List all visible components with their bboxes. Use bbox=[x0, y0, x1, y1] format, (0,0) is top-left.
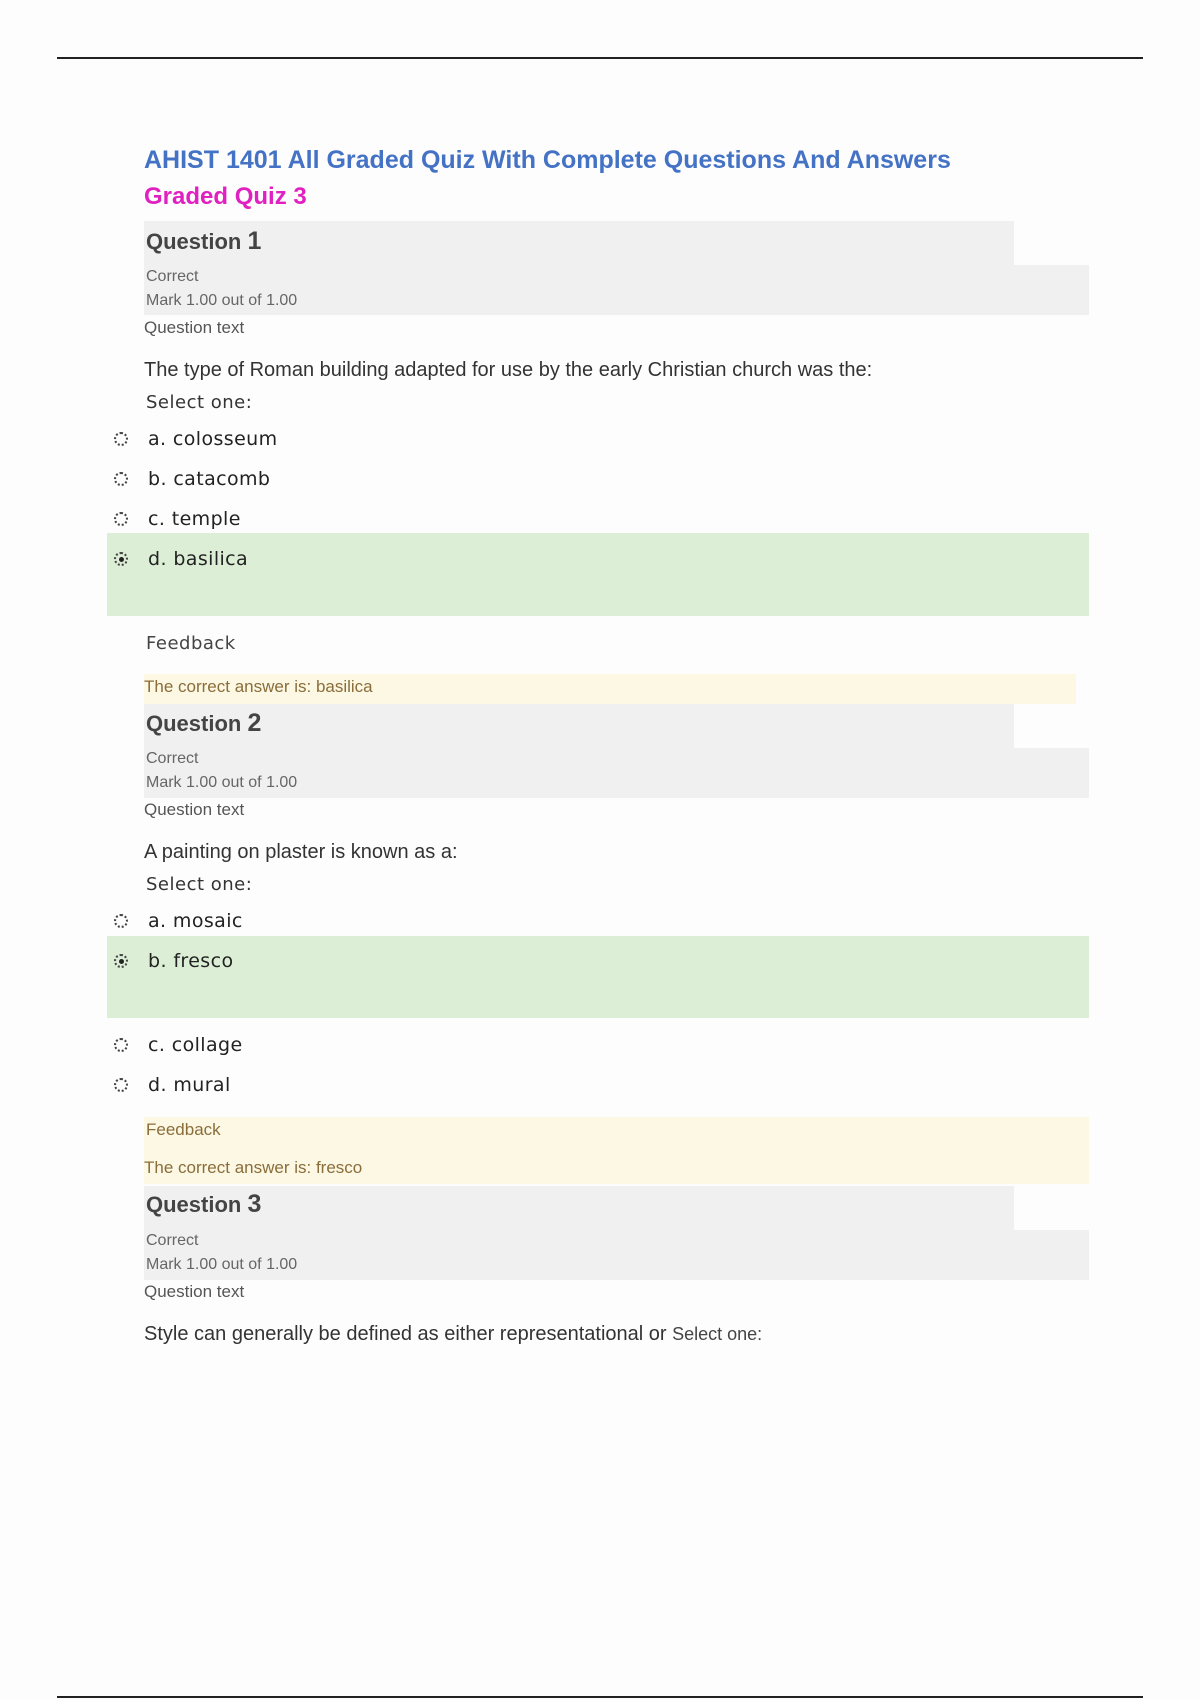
question-1-text: The type of Roman building adapted for use by the early Christian church was the: bbox=[144, 359, 873, 381]
option-label: a. mosaic bbox=[148, 910, 243, 932]
question-3-status: Correct bbox=[146, 1232, 199, 1249]
question-2-correct-highlight bbox=[107, 936, 1089, 1018]
question-2-text: A painting on plaster is known as a: bbox=[144, 841, 458, 863]
question-1-feedback-text: The correct answer is: basilica bbox=[144, 677, 373, 696]
question-2-mark: Mark 1.00 out of 1.00 bbox=[146, 774, 298, 791]
question-number: 1 bbox=[247, 227, 262, 255]
document-title: AHIST 1401 All Graded Quiz With Complete Questions And Answers bbox=[144, 146, 951, 174]
question-1-select-one: Select one: bbox=[146, 392, 253, 413]
radio-button[interactable] bbox=[114, 432, 128, 446]
question-2-select-one: Select one: bbox=[146, 874, 253, 895]
bottom-rule bbox=[57, 1696, 1143, 1698]
question-2-header bbox=[144, 704, 1014, 748]
top-rule bbox=[57, 57, 1143, 59]
question-1-text-label: Question text bbox=[144, 318, 245, 337]
question-3-text: Style can generally be defined as either representational or bbox=[144, 1323, 667, 1345]
question-1-correct-highlight bbox=[107, 533, 1089, 616]
question-1-header bbox=[144, 221, 1014, 265]
option-label: d. mural bbox=[148, 1074, 231, 1096]
question-2-feedback-text: The correct answer is: fresco bbox=[144, 1158, 363, 1177]
option-label: c. temple bbox=[148, 508, 241, 530]
option-label: c. collage bbox=[148, 1034, 243, 1056]
radio-button[interactable] bbox=[114, 1078, 128, 1092]
question-2-title bbox=[146, 709, 261, 738]
radio-button-checked[interactable] bbox=[114, 954, 128, 968]
question-word: Question bbox=[146, 229, 242, 254]
question-word: Question bbox=[146, 711, 242, 736]
question-3-select-one: Select one: bbox=[672, 1324, 763, 1344]
quiz-title: Graded Quiz 3 bbox=[144, 183, 307, 210]
question-2-feedback-heading: Feedback bbox=[146, 1120, 221, 1139]
question-2-text-label: Question text bbox=[144, 800, 245, 819]
radio-button[interactable] bbox=[114, 914, 128, 928]
question-3-mark: Mark 1.00 out of 1.00 bbox=[146, 1256, 298, 1273]
radio-button[interactable] bbox=[114, 472, 128, 486]
question-2-status: Correct bbox=[146, 750, 199, 767]
question-1-feedback-heading: Feedback bbox=[146, 633, 236, 654]
question-number: 2 bbox=[247, 709, 262, 737]
question-1-title bbox=[146, 227, 261, 256]
question-number: 3 bbox=[247, 1190, 262, 1218]
option-label: b. fresco bbox=[148, 950, 234, 972]
option-label: d. basilica bbox=[148, 548, 249, 570]
option-label: a. colosseum bbox=[148, 428, 278, 450]
radio-button-checked[interactable] bbox=[114, 552, 128, 566]
radio-button[interactable] bbox=[114, 1038, 128, 1052]
question-word: Question bbox=[146, 1192, 242, 1217]
radio-button[interactable] bbox=[114, 512, 128, 526]
option-label: b. catacomb bbox=[148, 468, 271, 490]
question-1-mark: Mark 1.00 out of 1.00 bbox=[146, 292, 298, 309]
question-1-status: Correct bbox=[146, 268, 199, 285]
question-3-title bbox=[146, 1190, 261, 1219]
question-3-header bbox=[144, 1186, 1014, 1230]
question-3-text-line bbox=[144, 1323, 762, 1346]
question-3-text-label: Question text bbox=[144, 1282, 245, 1301]
